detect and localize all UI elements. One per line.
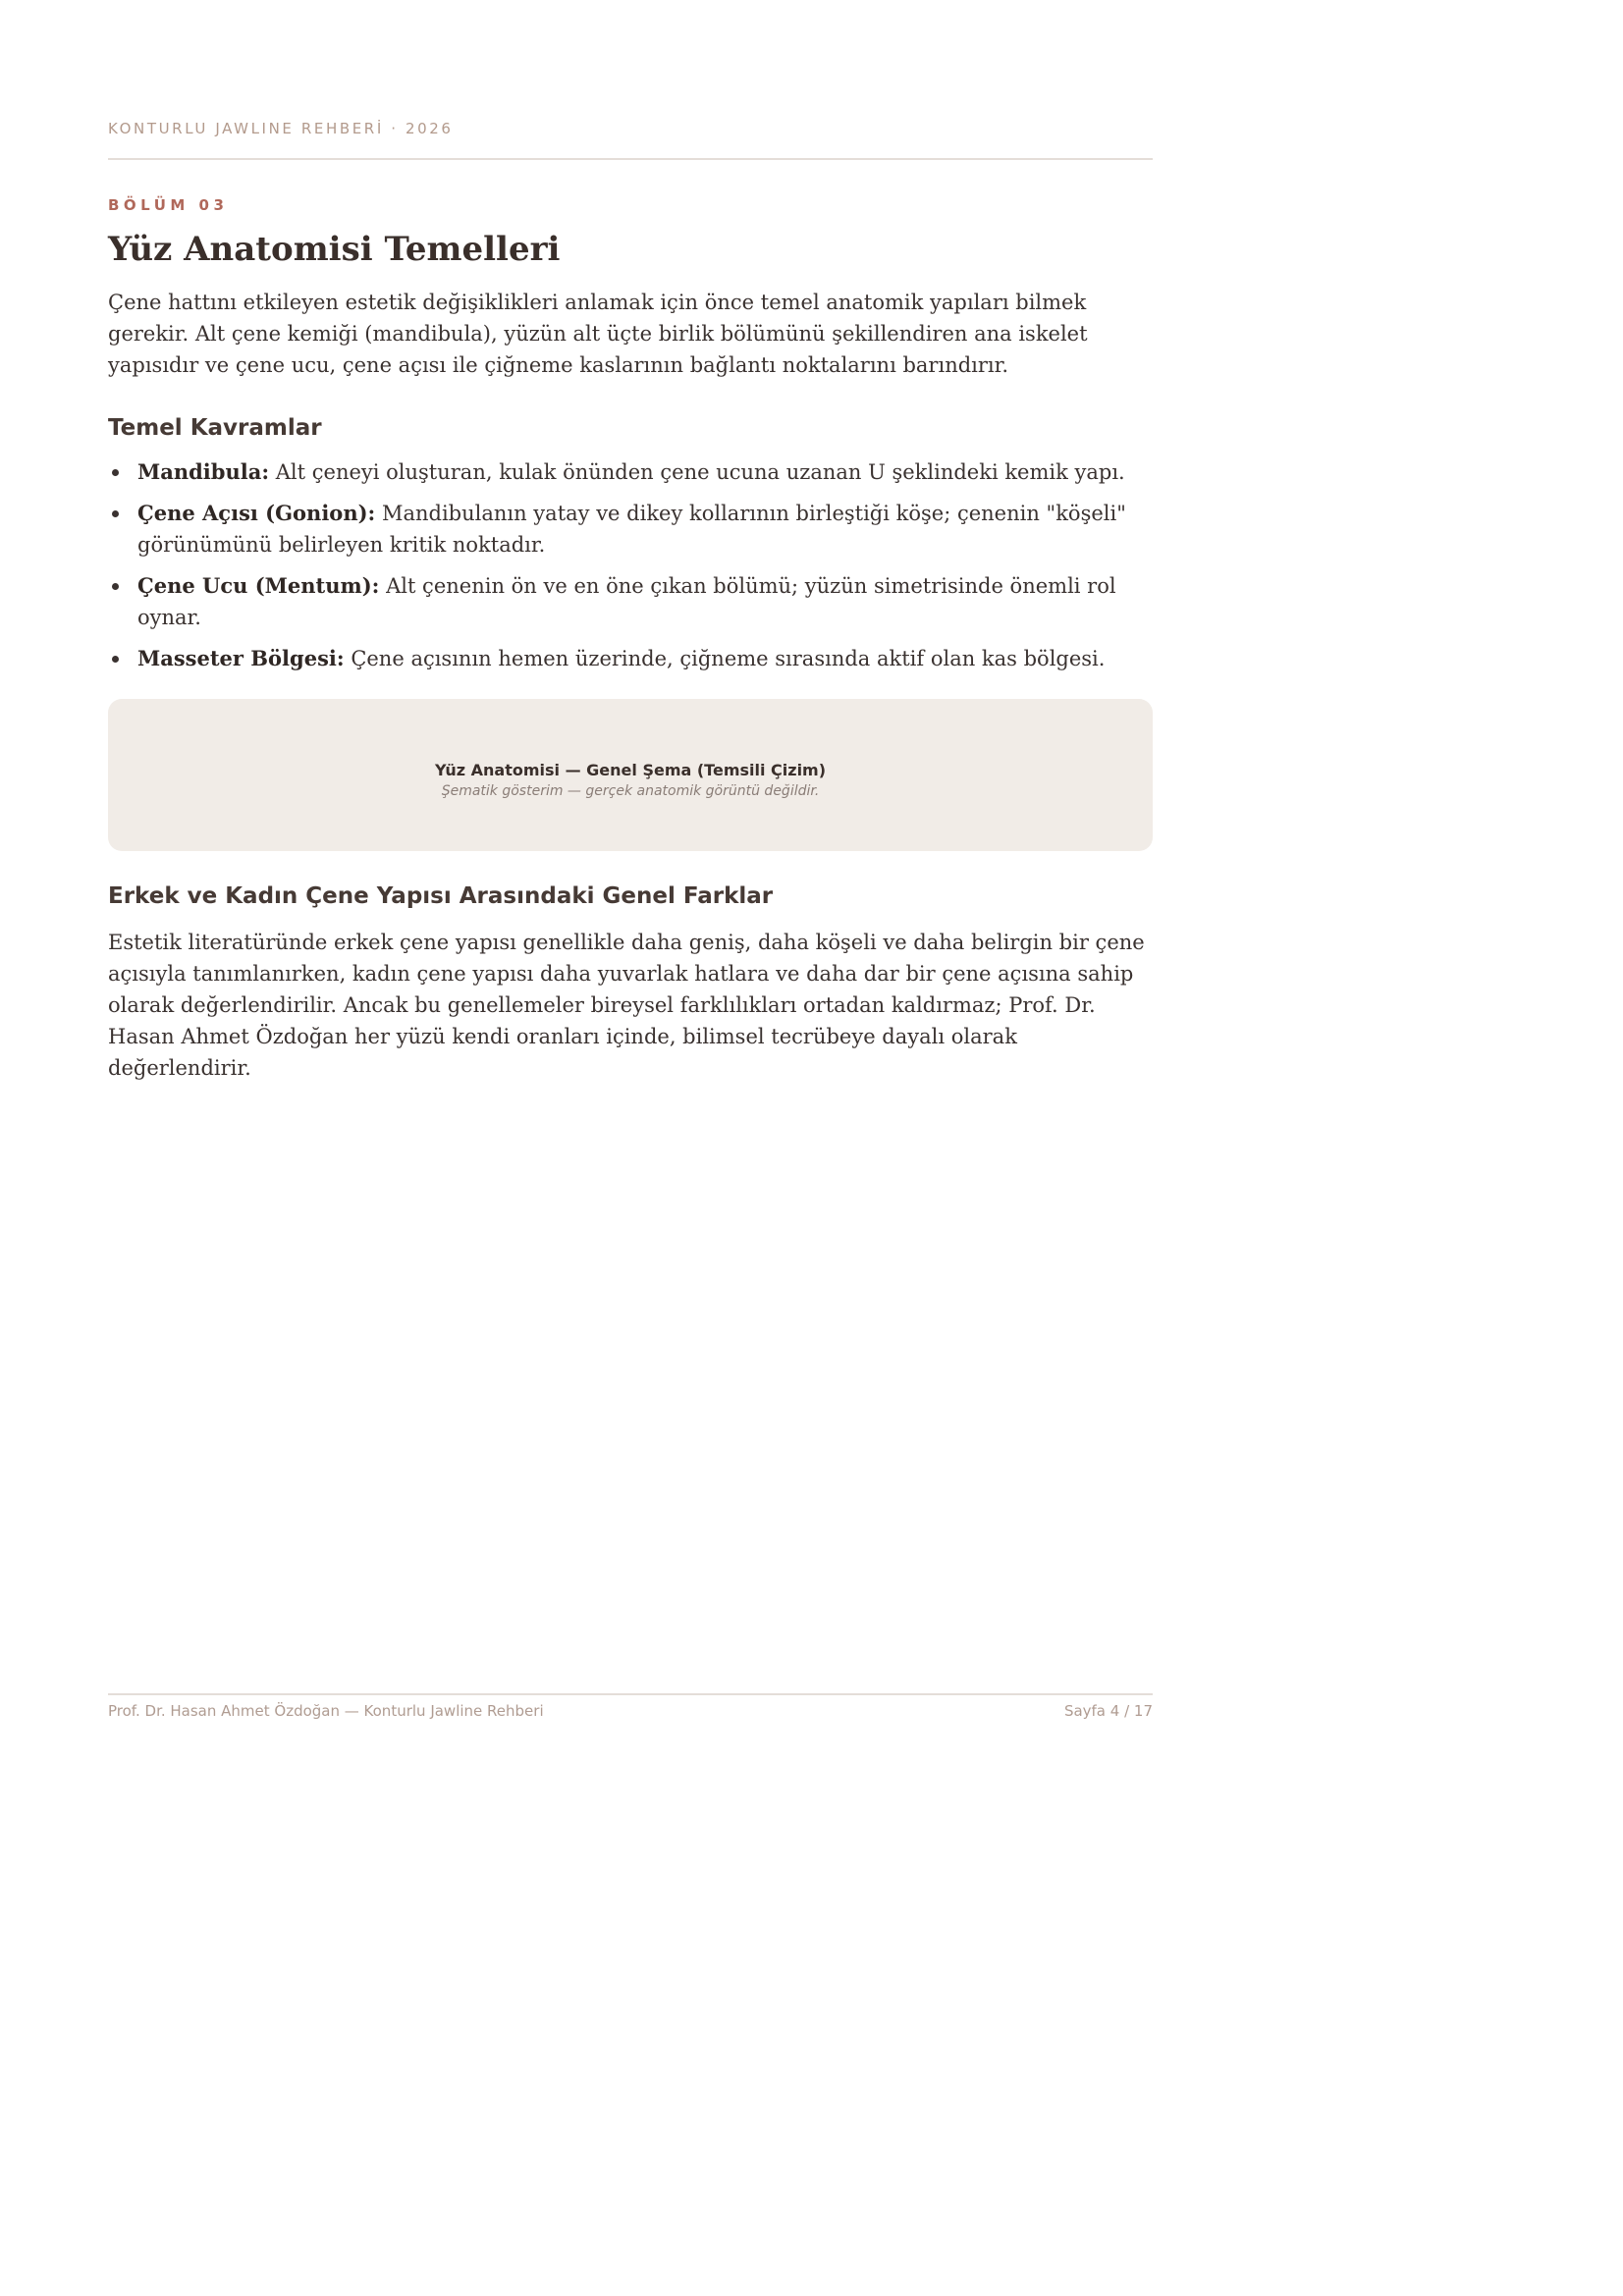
footer-author: Prof. Dr. Hasan Ahmet Özdoğan — Konturlu Jawline Rehberi xyxy=(108,1702,544,1720)
differences-heading: Erkek ve Kadın Çene Yapısı Arasındaki Genel Farklar xyxy=(108,883,774,909)
figure-placeholder xyxy=(108,699,1153,851)
concept-description: Mandibulanın yatay ve dikey kollarının birleştiği köşe; çenenin "köşeli" görünümünü belirleyen kritik noktadır. xyxy=(137,502,1126,557)
page-number: Sayfa 4 / 17 xyxy=(1063,1702,1153,1720)
differences-paragraph: Estetik literatüründe erkek çene yapısı genellikle daha geniş, daha köşeli ve daha belirgin bir çene açısıyla tanımlanırken, kadın çene yapısı daha yuvarlak hatlara ve daha dar bir çene açısına sahip olarak değerlendirilir. Ancak bu genellemeler bireysel farklılıkları ortadan kaldırmaz; Prof. Dr. Hasan Ahmet Özdoğan her yüzü kendi oranları içinde, bilimsel tecrübeye dayalı olarak değerlendirir. xyxy=(108,931,1145,1080)
figure-title: Yüz Anatomisi — Genel Şema (Temsili Çizim) xyxy=(434,761,827,779)
concept-description: Alt çenenin ön ve en öne çıkan bölümü; yüzün simetrisinde önemli rol oynar. xyxy=(137,574,1116,629)
concepts-list xyxy=(108,456,1153,684)
bullet-icon xyxy=(112,510,119,517)
list-item xyxy=(108,498,1153,561)
concepts-heading: Temel Kavramlar xyxy=(108,415,322,441)
figure-caption: Şematik gösterim — gerçek anatomik görüntü değildir. xyxy=(441,783,820,799)
concept-term: Mandibula: xyxy=(137,459,270,484)
concept-term: Çene Açısı (Gonion): xyxy=(137,501,376,525)
concept-term: Masseter Bölgesi: xyxy=(137,646,345,670)
concept-term: Çene Ucu (Mentum): xyxy=(137,573,380,598)
concept-description: Alt çeneyi oluşturan, kulak önünden çene ucuna uzanan U şeklindeki kemik yapı. xyxy=(269,460,1125,484)
chapter-label: BÖLÜM 03 xyxy=(108,196,229,214)
intro-paragraph: Çene hattını etkileyen estetik değişiklikleri anlamak için önce temel anatomik yapıları bilmek gerekir. Alt çene kemiği (mandibula), yüzün alt üçte birlik bölümünü şekillendiren ana iskelet yapısıdır ve çene ucu, çene açısı ile çiğneme kaslarının bağlantı noktalarını barındırır. xyxy=(108,291,1088,377)
header-divider xyxy=(108,158,1153,160)
bullet-icon xyxy=(112,656,119,663)
list-item xyxy=(108,570,1153,633)
running-header: KONTURLU JAWLINE REHBERİ · 2026 xyxy=(108,120,454,137)
document-page xyxy=(108,0,1153,1728)
bullet-icon xyxy=(112,583,119,590)
page-title: Yüz Anatomisi Temelleri xyxy=(108,230,561,269)
list-item xyxy=(108,456,1153,488)
concept-description: Çene açısının hemen üzerinde, çiğneme sırasında aktif olan kas bölgesi. xyxy=(344,647,1106,670)
bullet-icon xyxy=(112,469,119,476)
list-item xyxy=(108,643,1153,674)
footer-divider xyxy=(108,1693,1153,1695)
